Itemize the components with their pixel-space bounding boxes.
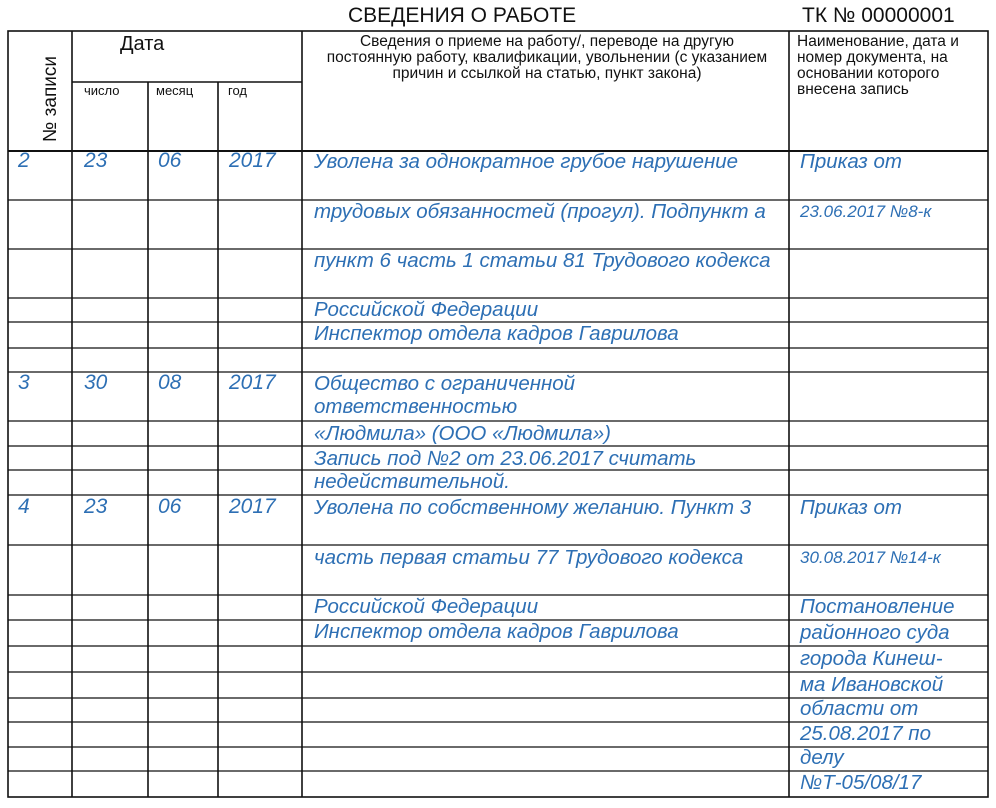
entry-year: 2017 <box>229 149 276 172</box>
entry-info-line: Уволена за однократное грубое нарушение <box>314 150 739 173</box>
entry-no: 3 <box>18 371 30 394</box>
header-day: число <box>84 83 120 98</box>
entry-info-line: Запись под №2 от 23.06.2017 считать недействительной. <box>314 447 697 493</box>
entry-info-line: Уволена по собственному желанию. Пункт 3 <box>314 496 752 519</box>
entry-doc-line: Приказ от <box>800 496 902 519</box>
entry-info-line: Инспектор отдела кадров Гаврилова <box>314 620 679 643</box>
header-year: год <box>228 83 247 98</box>
entry-doc-line: ма Ивановской <box>800 673 944 696</box>
header-month: месяц <box>156 83 194 98</box>
header-date: Дата <box>120 33 165 55</box>
entry-info-line: Российской Федерации <box>314 595 539 618</box>
entry-doc-line: 23.06.2017 №8-к <box>800 202 932 221</box>
header-doc-ref: Наименование, дата и номер документа, на основании которого внесена запись <box>797 33 959 98</box>
entry-info-line: пункт 6 часть 1 статьи 81 Трудового кодекса <box>314 249 771 272</box>
entry-day: 30 <box>84 371 108 394</box>
entry-doc-line: области от <box>800 697 919 720</box>
entry-month: 06 <box>158 495 182 518</box>
entry-day: 23 <box>84 495 108 518</box>
entry-doc-line: Постановление <box>800 595 955 618</box>
entry-info-line: часть первая статьи 77 Трудового кодекса <box>314 546 744 569</box>
entry-doc-line: делу <box>800 746 844 769</box>
entry-info-line: «Людмила» (ООО «Людмила») <box>314 422 611 445</box>
entry-no: 4 <box>18 495 30 518</box>
entry-month: 06 <box>158 149 182 172</box>
entry-doc-line: №Т-05/08/17 <box>800 771 922 794</box>
entry-info-line: Российской Федерации <box>314 298 539 321</box>
entry-doc-line: районного суда <box>800 621 950 644</box>
page-title: СВЕДЕНИЯ О РАБОТЕ <box>348 4 577 27</box>
entry-year: 2017 <box>229 495 276 518</box>
entry-info-line: Общество с ограниченной ответственностью <box>314 372 576 418</box>
entry-info-line: трудовых обязанностей (прогул). Подпункт а <box>314 200 766 223</box>
entry-doc-line: города Кинеш- <box>800 647 943 670</box>
header-record-no: № записи <box>40 56 61 142</box>
header-info: Сведения о приеме на работу/, переводе на другую постоянную работу, квалификации, увольнении (с указанием причин и ссылкой на статью, пункт закона) <box>326 33 768 82</box>
entry-year: 2017 <box>229 371 276 394</box>
entry-month: 08 <box>158 371 182 394</box>
entry-no: 2 <box>18 149 30 172</box>
entry-doc-line: 25.08.2017 по <box>800 722 931 745</box>
entry-day: 23 <box>84 149 108 172</box>
entry-info-line: Инспектор отдела кадров Гаврилова <box>314 322 679 345</box>
tk-number: ТК № 00000001 <box>802 4 955 27</box>
entry-doc-line: Приказ от <box>800 150 902 173</box>
entry-doc-line: 30.08.2017 №14-к <box>800 548 941 567</box>
